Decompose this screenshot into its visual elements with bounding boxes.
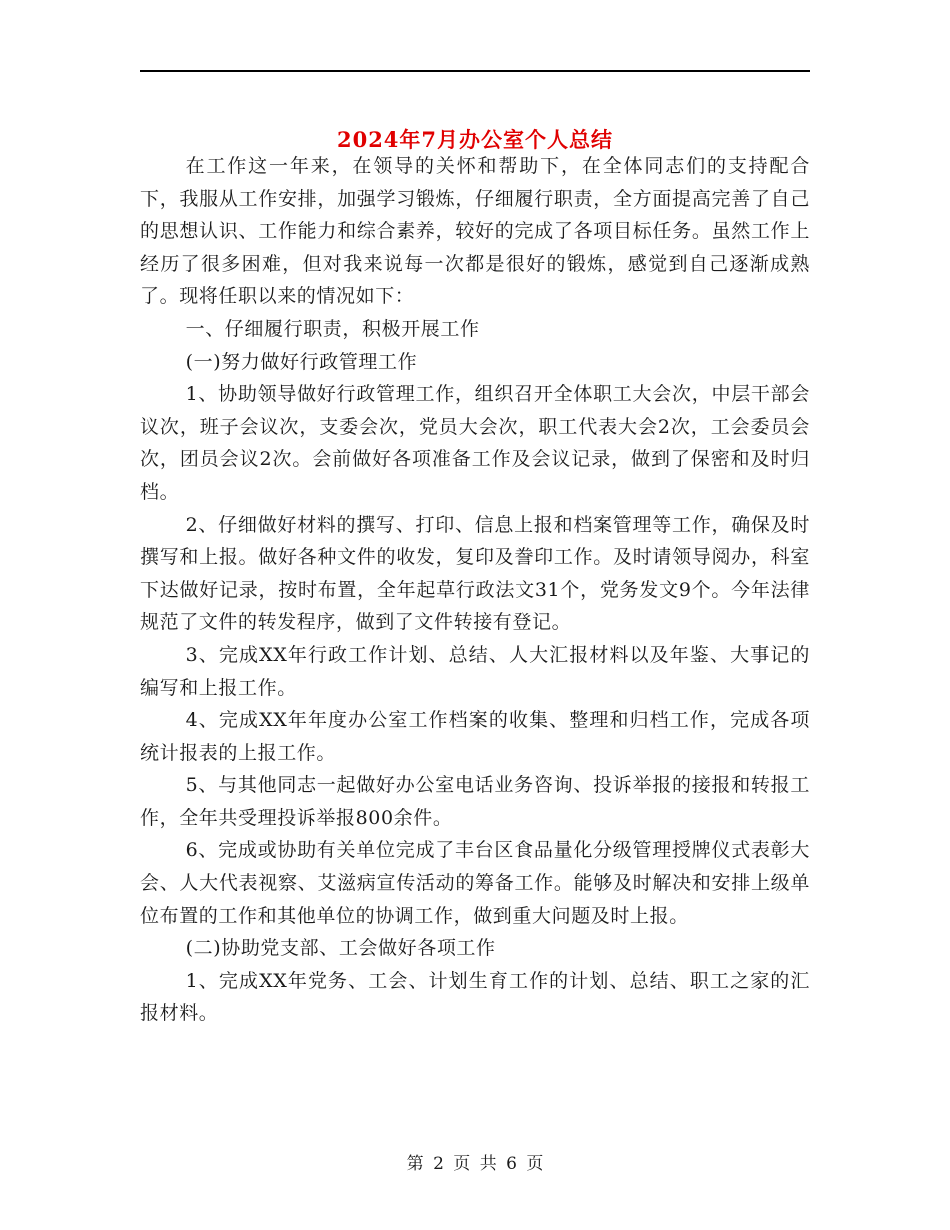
subsection-heading-2: (二)协助党支部、工会做好各项工作	[185, 937, 496, 960]
paragraph-item-2-1: 1、完成XX年党务、工会、计划生育工作的计划、总结、职工之家的汇报材料。	[140, 969, 810, 1025]
paragraph-intro: 在工作这一年来，在领导的关怀和帮助下，在全体同志们的支持配合下，我服从工作安排，加强学习锻炼，仔细履行职责，全方面提高完善了自己的思想认识、工作能力和综合素养，较好的完成了各项目标任务。虽然工作上经历了很多困难，但对我来说每一次都是很好的锻炼，感觉到自己逐渐成熟了。现将任职以来的情况如下：	[140, 155, 810, 308]
document-title: 2024年7月办公室个人总结	[336, 127, 614, 153]
paragraph-item-1: 1、协助领导做好行政管理工作，组织召开全体职工大会次，中层干部会议次，班子会议次，支委会次，党员大会次，职工代表大会2次，工会委员会次，团员会议2次。会前做好各项准备工作及会议记录，做到了保密和及时归档。	[140, 383, 810, 503]
paragraph-item-3: 3、完成XX年行政工作计划、总结、人大汇报材料以及年鉴、大事记的编写和上报工作。	[140, 643, 810, 699]
paragraph-item-5: 5、与其他同志一起做好办公室电话业务咨询、投诉举报的接报和转报工作，全年共受理投诉举报800余件。	[140, 774, 810, 829]
section-heading-1: 一、仔细履行职责，积极开展工作	[185, 317, 480, 340]
subsection-heading-1: (一)努力做好行政管理工作	[185, 350, 418, 373]
page-number: 第 2 页 共 6 页	[406, 1154, 544, 1174]
document-body	[140, 150, 810, 1030]
paragraph-item-6: 6、完成或协助有关单位完成了丰台区食品量化分级管理授牌仪式表彰大会、人大代表视察、艾滋病宣传活动的筹备工作。能够及时解决和安排上级单位布置的工作和其他单位的协调工作，做到重大问题及时上报。	[140, 839, 810, 927]
header-rule	[140, 70, 810, 72]
paragraph-item-2: 2、仔细做好材料的撰写、打印、信息上报和档案管理等工作，确保及时撰写和上报。做好各种文件的收发，复印及誊印工作。及时请领导阅办，科室下达做好记录，按时布置，全年起草行政法文31个，党务发文9个。今年法律规范了文件的转发程序，做到了文件转接有登记。	[140, 513, 810, 634]
paragraph-item-4: 4、完成XX年年度办公室工作档案的收集、整理和归档工作，完成各项统计报表的上报工作。	[140, 709, 810, 764]
